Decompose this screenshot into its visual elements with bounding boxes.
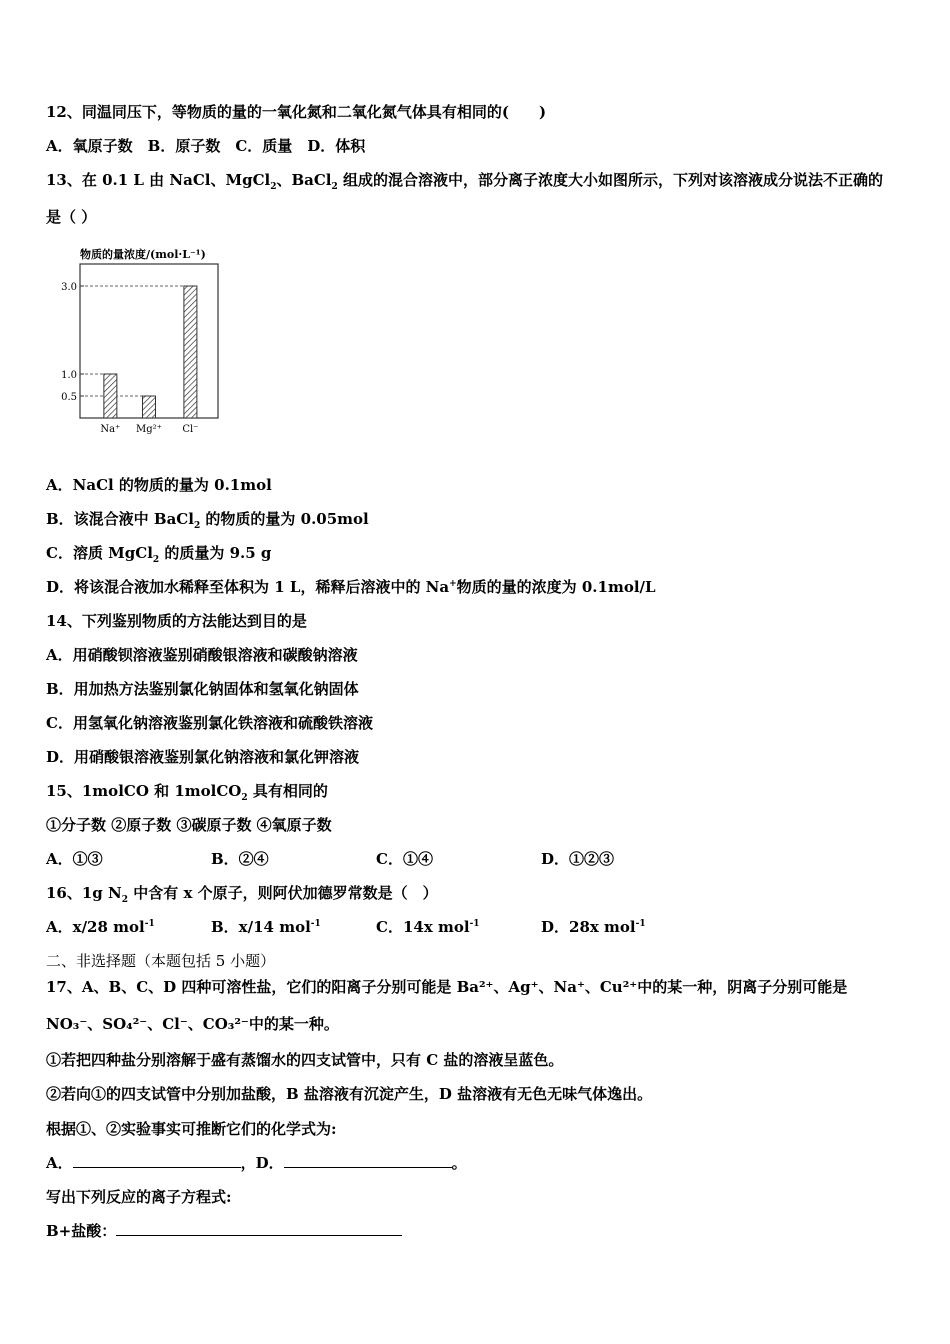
y-tick-label: 1.0: [61, 370, 77, 381]
q15-items: ①分子数 ②原子数 ③碳原子数 ④氧原子数: [46, 816, 332, 834]
q16-option-d: D．28x mol$^{-1}$: [541, 918, 646, 936]
q15-stem: 15、1molCO 和 1molCO$_2$ 具有相同的: [46, 782, 328, 803]
q13-stem: 13、在 0.1 L 由 NaCl、MgCl$_2$、BaCl$_2$ 组成的混合溶液中，部分离子浓度大小如图所示，下列对该溶液成分说法不正确的: [46, 171, 884, 192]
q14-stem: 14、下列鉴别物质的方法能达到目的是: [46, 612, 307, 630]
q12-options: A．氧原子数 B．原子数 C．质量 D．体积: [46, 137, 366, 155]
q17-condition-1: ①若把四种盐分别溶解于盛有蒸馏水的四支试管中，只有 C 盐的溶液呈蓝色。: [46, 1051, 564, 1069]
q15-option-c: C．①④: [376, 850, 433, 868]
q13-stem-line2: 是（ ）: [46, 208, 97, 226]
answer-blank-d[interactable]: [284, 1153, 452, 1168]
q17-infer: 根据①、②实验事实可推断它们的化学式为:: [46, 1120, 337, 1138]
q13-option-a: A．NaCl 的物质的量为 0.1mol: [46, 476, 272, 494]
q15-option-b: B．②④: [211, 850, 269, 868]
q14-option-d: D．用硝酸银溶液鉴别氯化钠溶液和氯化钾溶液: [46, 748, 360, 766]
bar-1: [104, 374, 117, 418]
bar-2: [143, 396, 156, 418]
q17-write: 写出下列反应的离子方程式:: [46, 1188, 232, 1206]
x-tick-label: Mg²⁺: [136, 424, 162, 435]
q17-fill-line: A． ，D． 。: [46, 1154, 467, 1172]
q14-option-a: A．用硝酸钡溶液鉴别硝酸银溶液和碳酸钠溶液: [46, 646, 358, 664]
q12-stem: 12、同温同压下，等物质的量的一氧化氮和二氧化氮气体具有相同的( ): [46, 103, 547, 121]
q13-option-c: C．溶质 MgCl$_2$ 的质量为 9.5 g: [46, 544, 272, 565]
q13-option-b: B．该混合液中 BaCl$_2$ 的物质的量为 0.05mol: [46, 510, 369, 531]
q16-option-c: C．14x mol$^{-1}$: [376, 918, 480, 936]
bar-3: [184, 286, 197, 418]
answer-blank-a[interactable]: [73, 1153, 241, 1168]
q15-option-a: A．①③: [46, 850, 103, 868]
q17-stem: 17、A、B、C、D 四种可溶性盐，它们的阳离子分别可能是 Ba²⁺、Ag⁺、Na⁺、Cu²⁺中的某一种，阴离子分别可能是: [46, 978, 848, 996]
q17-stem-line2: NO₃⁻、SO₄²⁻、Cl⁻、CO₃²⁻中的某一种。: [46, 1015, 339, 1033]
q14-option-b: B．用加热方法鉴别氯化钠固体和氢氧化钠固体: [46, 680, 359, 698]
x-tick-label: Cl⁻: [182, 424, 199, 435]
x-tick-label: Na⁺: [100, 424, 121, 435]
ion-concentration-chart: [52, 240, 232, 450]
q15-option-d: D．①②③: [541, 850, 615, 868]
chart-title: 物质的量浓度/(mol·L⁻¹): [80, 248, 206, 261]
y-tick-label: 0.5: [61, 392, 77, 403]
q16-option-a: A．x/28 mol$^{-1}$: [46, 918, 155, 936]
q13-option-d: D．将该混合液加水稀释至体积为 1 L，稀释后溶液中的 Na+物质的量的浓度为 0.1mol/L: [46, 578, 656, 596]
q16-stem: 16、1g $N_2$ 中含有 x 个原子，则阿伏加德罗常数是（ ）: [46, 884, 438, 905]
y-tick-label: 3.0: [61, 282, 77, 293]
q17-b-hcl: B+盐酸：: [46, 1221, 910, 1241]
q16-options: [46, 917, 910, 937]
section-heading: 二、非选择题（本题包括 5 小题）: [46, 952, 276, 970]
q14-option-c: C．用氢氧化钠溶液鉴别氯化铁溶液和硫酸铁溶液: [46, 714, 373, 732]
answer-blank-equation[interactable]: [116, 1221, 402, 1236]
q15-options: [46, 849, 910, 869]
q16-option-b: B．x/14 mol$^{-1}$: [211, 918, 321, 936]
q17-condition-2: ②若向①的四支试管中分别加盐酸，B 盐溶液有沉淀产生，D 盐溶液有无色无味气体逸出。: [46, 1085, 653, 1103]
